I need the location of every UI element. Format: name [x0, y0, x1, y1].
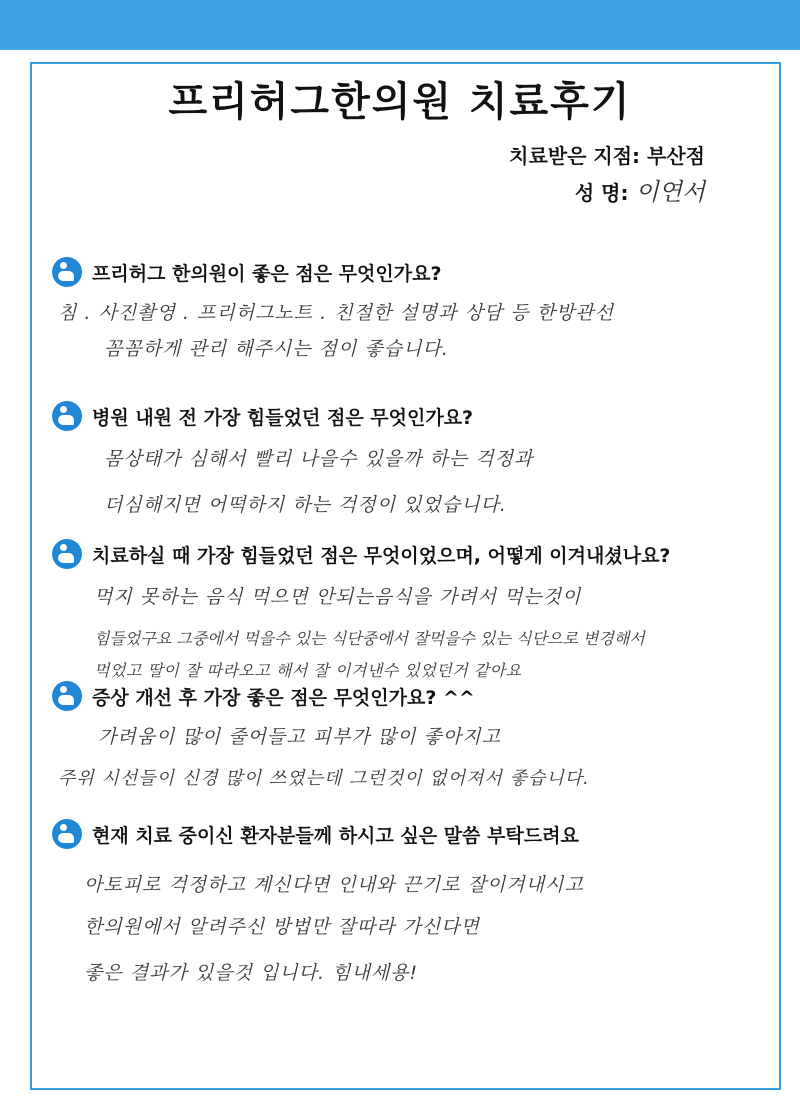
hug-logo-icon	[52, 257, 82, 287]
name-line	[575, 172, 705, 207]
question-block-3	[52, 538, 772, 570]
answer-line: 힘들었구요 그중에서 먹을수 있는 식단중에서 잘먹을수 있는 식단으로 변경해서	[94, 629, 645, 648]
answer-line: 먹었고 딸이 잘 따라오고 해서 잘 이겨낸수 있었던거 같아요	[94, 661, 522, 680]
page-title: 프리허그한의원 치료후기	[168, 79, 632, 125]
top-header-bar	[0, 0, 800, 50]
question-text: 치료하실 때 가장 힘들었던 점은 무엇이었으며, 어떻게 이겨내셨나요?	[92, 544, 671, 567]
hug-logo-icon	[52, 401, 82, 431]
answer-line: 가려움이 많이 줄어들고 피부가 많이 좋아지고	[98, 726, 501, 748]
answer-line: 먹지 못하는 음식 먹으면 안되는음식을 가려서 먹는것이	[94, 586, 582, 608]
question-block-2	[52, 400, 772, 432]
question-text: 병원 내원 전 가장 힘들었던 점은 무엇인가요?	[92, 406, 474, 429]
hug-logo-icon	[52, 539, 82, 569]
answer-line: 꼼꼼하게 관리 해주시는 점이 좋습니다.	[104, 338, 449, 360]
question-block-5	[52, 818, 772, 850]
question-block-1	[52, 256, 772, 288]
branch-label: 치료받은 지점:	[509, 144, 641, 168]
branch-line	[509, 140, 705, 169]
answer-line: 더심해지면 어떡하지 하는 걱정이 있었습니다.	[104, 494, 507, 516]
branch-value: 부산점	[647, 144, 705, 168]
answer-line: 주위 시선들이 신경 많이 쓰였는데 그런것이 없어져서 좋습니다.	[58, 768, 590, 789]
question-text: 증상 개선 후 가장 좋은 점은 무엇인가요? ^^	[92, 686, 475, 709]
answer-line: 좋은 결과가 있을것 입니다. 힘내세용!	[84, 962, 419, 984]
name-value: 이연서	[635, 178, 705, 206]
hug-logo-icon	[52, 681, 82, 711]
name-label: 성 명:	[574, 181, 629, 205]
hug-logo-icon	[52, 819, 82, 849]
answer-line: 몸상태가 심해서 빨리 나을수 있을까 하는 걱정과	[104, 448, 534, 470]
answer-line: 아토피로 걱정하고 계신다면 인내와 끈기로 잘이겨내시고	[84, 874, 584, 896]
question-text: 현재 치료 중이신 환자분들께 하시고 싶은 말씀 부탁드려요	[92, 824, 579, 847]
answer-line: 침 . 사진촬영 . 프리허그노트 . 친절한 설명과 상담 등 한방관선	[58, 302, 615, 324]
question-text: 프리허그 한의원이 좋은 점은 무엇인가요?	[92, 262, 442, 285]
question-block-4	[52, 680, 772, 712]
answer-line: 한의원에서 알려주신 방법만 잘따라 가신다면	[84, 916, 480, 938]
